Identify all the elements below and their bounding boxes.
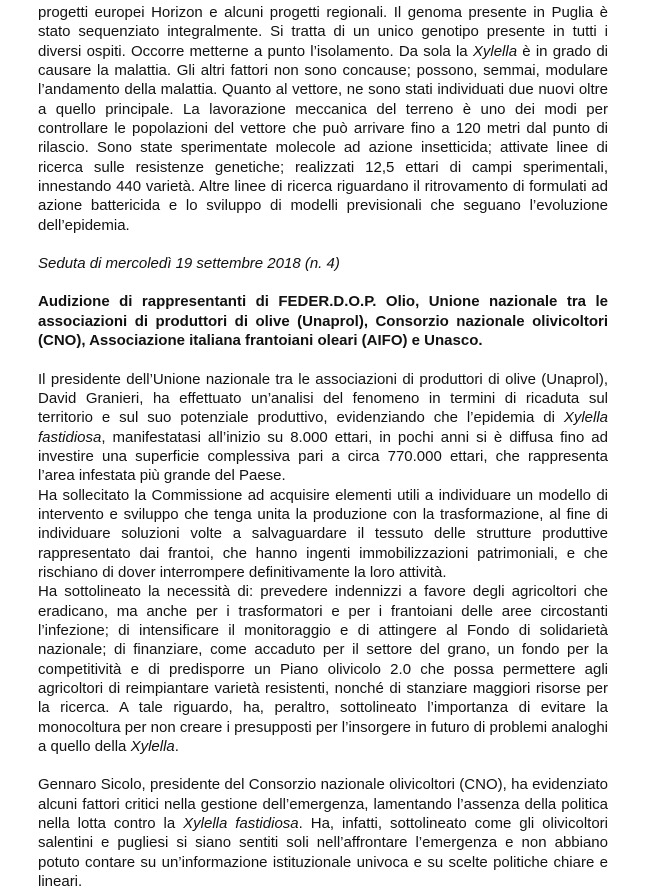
text-run: , manifestatasi all’inizio su 8.000 ettari, in pochi anni si è diffusa fino ad investire una superficie complessiva pari a circa 770.000 ettari, che rappresenta l’area infestata più grande del Paese. [38,428,608,485]
spacer [38,756,608,775]
spacer [38,351,608,370]
spacer [38,235,608,254]
paragraph-unaprol [38,370,608,486]
session-heading: Seduta di mercoledì 19 settembre 2018 (n. 4) [38,255,340,273]
text-run: . Ha, infatti, sottolineato come gli olivicoltori salentini e pugliesi si siano sentiti soli nell’affrontare l’emergenza e non abbiano potuto contare su un’informazione istituzionale univoca e su scelte politiche chiare e lineari. [38,815,609,891]
paragraph-research [38,3,608,235]
paragraph-cno [38,775,608,891]
italic-term: Xylella fastidiosa [38,409,608,446]
italic-term: Xylella [130,738,175,756]
italic-term: Xylella fastidiosa [183,815,299,833]
text-run: Il presidente dell’Unione nazionale tra le associazioni di produttori di olive (Unaprol), David Granieri, ha effettuato un’analisi del fenomeno in termini di ricaduta sul territorio e sul suo potenziale produttivo, evidenziando che l’epidemia di [38,370,608,427]
text-run: Gennaro Sicolo, presidente del Consorzio nazionale olivicoltori (CNO), ha evidenziato alcuni fattori critici nella gestione dell’emergenza, lamentando l’assenza della politica nella lotta contro la [38,776,608,833]
text-run: Ha sottolineato la necessità di: prevedere indennizzi a favore degli agricoltori che eradicano, ma anche per i trasformatori e per i frantoiani delle aree circostanti l’infezione; di intensificare il monitoraggio e di attingere al Fondo di solidarietà nazionale; di finanziare, come accaduto per il settore del grano, un fondo per la competitività e di predisporre un Piano olivicolo 2.0 che possa permettere agli agricoltori di reimpiantare varietà resistenti, nonché di stanziare maggiori risorse per la ricerca. A tale riguardo, ha, peraltro, sottolineato l’importanza di evitare la monocoltura per non creare i presupposti per l’insorgere in futuro di problemi analoghi a quello della [38,583,608,756]
document-page [38,3,608,891]
paragraph-measures [38,582,608,756]
paragraph-commission: Ha sollecitato la Commissione ad acquisire elementi utili a individuare un modello di intervento e sviluppo che tenga unita la produzione con la trasformazione, al fine di individuare soluzioni volte a salvaguardare il tessuto delle strutture produttive rappresentato dai frantoi, che hanno ingenti immobilizzazioni patrimoniali, e che rischiano di dover interrompere definitivamente la loro attività. [38,486,608,581]
hearing-title: Audizione di rappresentanti di FEDER.D.O.P. Olio, Unione nazionale tra le associazioni di produttori di olive (Unaprol), Consorzio nazionale olivicoltori (CNO), Associazione italiana frantoiani oleari (AIFO) e Unasco. [38,293,608,350]
text-run: progetti europei Horizon e alcuni progetti regionali. Il genoma presente in Puglia è stato sequenziato integralmente. Si tratta di un unico genotipo presente in tutti i diversi ospiti. Occorre metterne a punto l’isolamento. Da sola la [38,4,608,60]
spacer [38,273,608,292]
text-run: . [174,738,179,756]
text-run: è in grado di causare la malattia. Gli altri fattori non sono concause; possono, semmai, modulare l’andamento della malattia. Quanto al vettore, ne sono stati individuati due nuovi oltre a quello principale. La lavorazione meccanica del terreno è uno dei modi per controllare le popolazioni del vettore che può arrivare fino a 120 metri dal punto di rilascio. Sono state sperimentate molecole ad azione insetticida; attivate linee di ricerca sulle resistenze genetiche; realizzati 12,5 ettari di campi sperimentali, innestando 440 varietà. Altre linee di ricerca riguardano il ritrovamento di formulati ad azione battericida e lo sviluppo di modelli previsionali che seguano l’evoluzione dell’epidemia. [38,42,608,234]
italic-term: Xylella [472,42,518,60]
